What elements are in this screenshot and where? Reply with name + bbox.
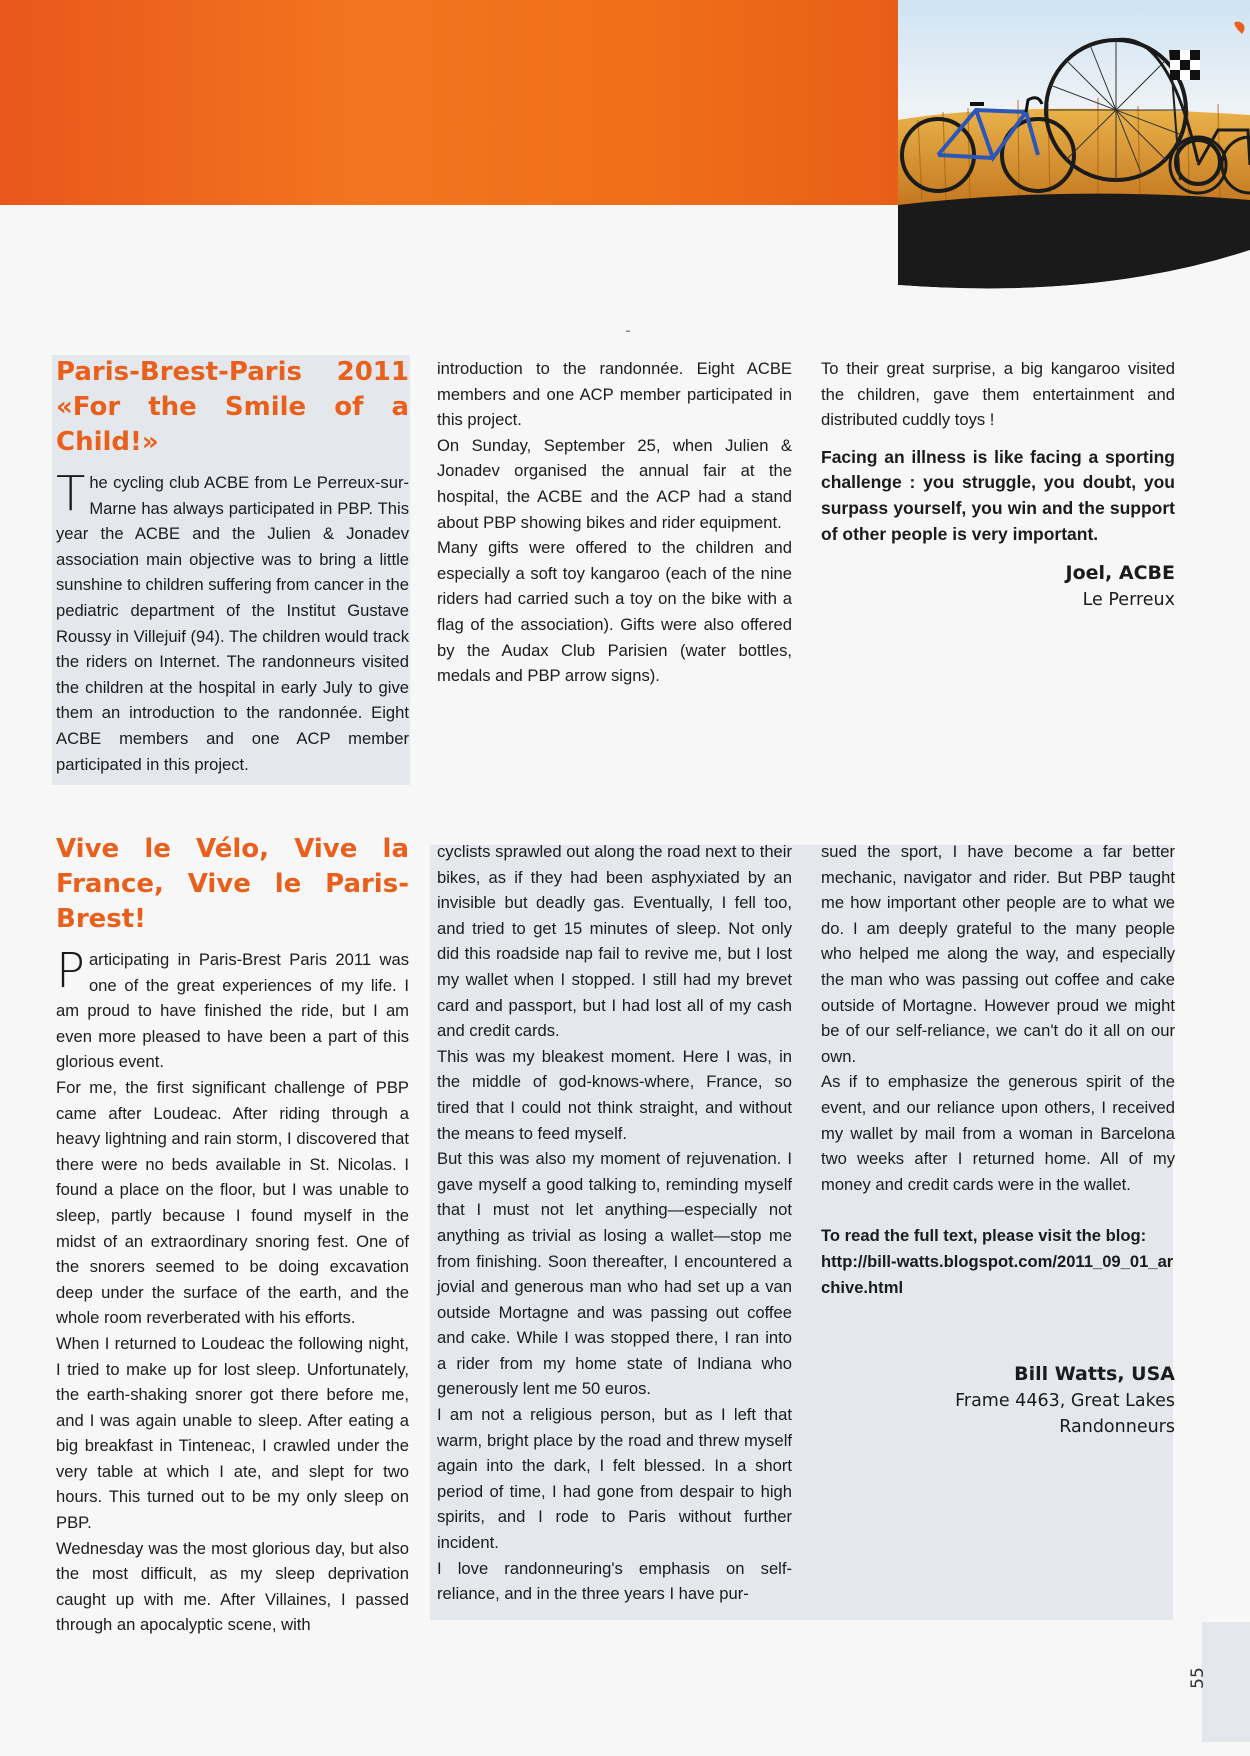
article2-author: Bill Watts, USA bbox=[1014, 1363, 1175, 1386]
article1-paragraph: On Sunday, September 25, when Julien & Jonadev organised the annual fair at the hospital, the ACBE and the ACP had a stand about PBP showing bikes and rider equipment. bbox=[437, 435, 792, 532]
article1-column-2 bbox=[437, 356, 792, 689]
article2-paragraph: When I returned to Loudeac the following night, I tried to make up for lost sleep. Unfortunately, the earth-shaking snorer got there before me, and I was again unable to sleep. After eating a big breakfast in Tinteneac, I crawled under the very table at which I ate, and slept for two hours. This turned out to be my only sleep on PBP. bbox=[56, 1333, 409, 1533]
article2-paragraph: I am not a religious person, but as I left that warm, bright place by the road and threw myself again into the dark, I felt blessed. In a short period of time, I had gone from despair to high spirits, and I rode to Paris without further incident. bbox=[437, 1405, 792, 1553]
bicycles-illustration bbox=[898, 0, 1250, 310]
article1-paragraph: Many gifts were offered to the children and especially a soft toy kangaroo (each of the nine riders had carried such a toy on the bike with a flag of the association). Gifts were also offered by the Audax Club Parisien (water bottles, medals and PBP arrow signs). bbox=[437, 538, 792, 686]
bicycles-illustration-svg bbox=[898, 0, 1250, 310]
article1-dropcap: T bbox=[56, 466, 86, 522]
article1-paragraph bbox=[56, 466, 409, 774]
article2-paragraph: For me, the first significant challenge of PBP came after Loudeac. After riding through a heavy lightning and rain storm, I discovered that there were no beds available in St. Nicolas. I found a place on the floor, but I was unable to sleep, partly because I found myself in the midst of an extraordinary snoring fest. One of the snorers seemed to be doing excavation deep under the surface of the earth, and the whole room reverberated with his efforts. bbox=[56, 1077, 409, 1328]
article2-paragraph-continued: cyclists sprawled out along the road next to their bikes, as if they had been asphyxiated by an invisible but deadly gas. Eventually, I fell too, and tried to get 15 minutes of sleep. Not only did this roadside nap fail to revive me, but I lost my wallet when I stopped. I still had my brevet card and passport, but I had lost all of my cash and credit cards. bbox=[437, 842, 792, 1041]
article2-title: Vive le Vélo, Vive la France, Vive le Paris-Brest! bbox=[56, 834, 409, 934]
article2-paragraph: As if to emphasize the generous spirit of the event, and our reliance upon others, I received my wallet by mail from a woman in Barcelona two weeks after I returned home. All of my money and credit cards were in the wallet. bbox=[821, 1072, 1175, 1194]
article2-column-3 bbox=[821, 839, 1175, 1440]
article2-paragraph-continued: sued the sport, I have become a far better mechanic, navigator and rider. But PBP taught me how important other people are to what we do. I am deeply grateful to the many people who helped me along the way, and especially the man who was passing out coffee and cake outside of Mortagne. However proud we might be of our self-reliance, we can't do it all on our own. bbox=[821, 842, 1175, 1066]
article2-paragraph-text: articipating in Paris-Brest Paris 2011 was one of the great experiences of my life. I am proud to have finished the ride, but I am even more pleased to have been a part of this glorious event. bbox=[56, 950, 409, 1072]
article2-column-1 bbox=[56, 832, 409, 1638]
article2-paragraph: But this was also my moment of rejuvenation. I gave myself a good talking to, reminding myself that I must not let anything—especially not anything as trivial as losing a wallet—stop me from finishing. Soon thereafter, I encountered a jovial and generous man who had set up a van outside Mortagne and was passing out coffee and cake. While I was stopped there, I ran into a rider from my home state of Indiana who generously lent me 50 euros. bbox=[437, 1149, 792, 1399]
page-number: 55 bbox=[1188, 1667, 1208, 1689]
article1-paragraph-text: he cycling club ACBE from Le Perreux-sur-Marne has always participated in PBP. This year the ACBE and the Julien & Jonadev association main objective was to bring a little sunshine to children suffering from cancer in the pediatric department of the Institut Gustave Roussy in Villejuif (94). The children would track the riders on Internet. The randonneurs visited the children at the hospital in early July to give them an introduction to the randonnée. Eight ACBE members and one ACP member participated in this project. bbox=[56, 473, 409, 774]
article2-author-detail: Frame 4463, Great Lakes Randonneurs bbox=[955, 1391, 1175, 1438]
article1-author: Joel, ACBE bbox=[1065, 562, 1175, 585]
article1-paragraph-continued: introduction to the randonnée. Eight ACBE members and one ACP member participated in this project. bbox=[437, 359, 792, 430]
article1-column-1 bbox=[56, 355, 409, 774]
article2-paragraph: Wednesday was the most glorious day, but also the most difficult, as my sleep deprivation caught up with me. After Villaines, I passed through an apocalyptic scene, with bbox=[56, 1538, 409, 1635]
article1-quote: Facing an illness is like facing a sporting challenge : you struggle, you doubt, you surpass yourself, you win and the support of other people is very important. bbox=[821, 446, 1175, 544]
article2-column-2 bbox=[437, 839, 792, 1607]
article1-author-location: Le Perreux bbox=[1082, 590, 1175, 611]
article2-dropcap: P bbox=[56, 943, 85, 999]
blog-label: To read the full text, please visit the blog: bbox=[821, 1226, 1147, 1246]
article1-column-3 bbox=[821, 356, 1175, 613]
blog-link[interactable]: http://bill-watts.blogspot.com/2011_09_01_archive.html bbox=[821, 1251, 1174, 1297]
article1-title: Paris-Brest-Paris 2011 «For the Smile of a Child!» bbox=[56, 357, 409, 457]
article2-paragraph: I love randonneuring's emphasis on self-reliance, and in the three years I have pur- bbox=[437, 1558, 792, 1604]
article1-paragraph: To their great surprise, a big kangaroo visited the children, gave them entertainment and distributed cuddly toys ! bbox=[821, 359, 1175, 430]
article2-paragraph: This was my bleakest moment. Here I was, in the middle of god-knows-where, France, so tired that I could not think straight, and without the means to feed myself. bbox=[437, 1046, 792, 1143]
article2-paragraph bbox=[56, 943, 409, 1075]
scan-mark: - bbox=[625, 320, 631, 340]
page-tab bbox=[1202, 1622, 1250, 1742]
